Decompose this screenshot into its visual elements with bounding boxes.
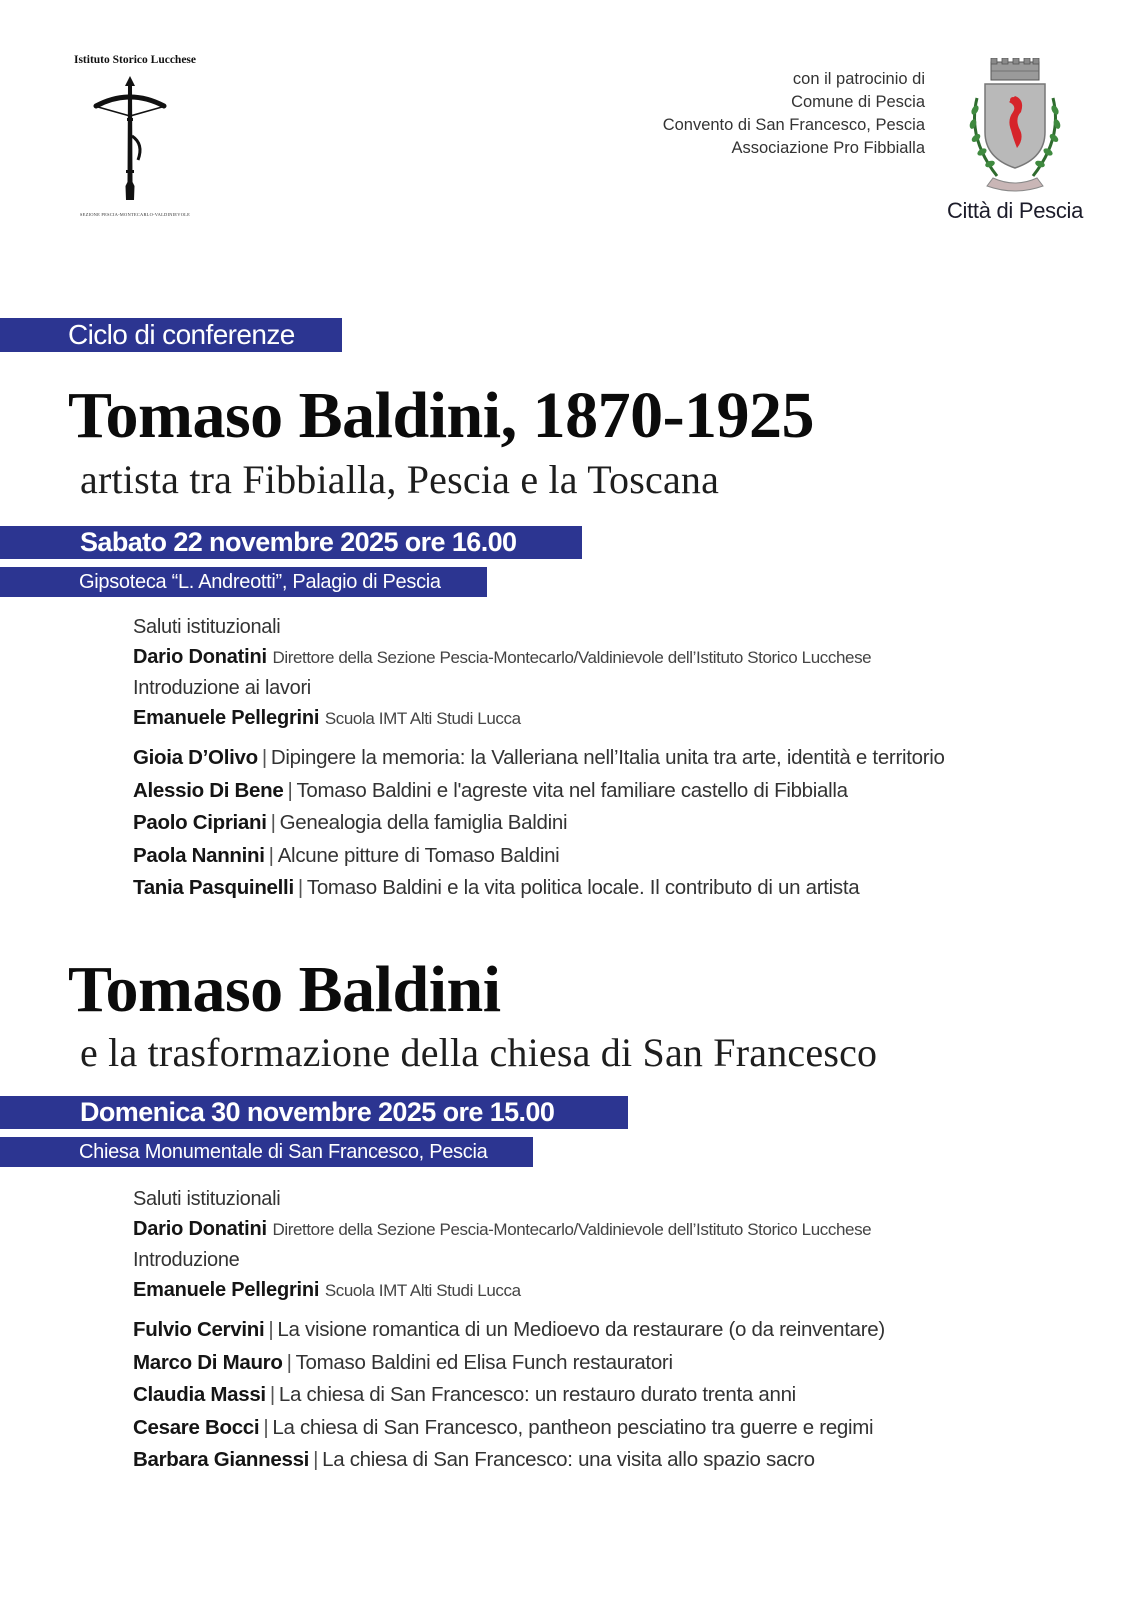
event-place: Gipsoteca “L. Andreotti”, Palagio di Pescia (79, 571, 441, 593)
institute-name: Istituto Storico Lucchese (73, 54, 196, 66)
talk-separator: | (261, 746, 267, 769)
talk-speaker: Gioia D’Olivo (133, 746, 258, 769)
talk-title: Genealogia della famiglia Baldini (279, 811, 568, 834)
intro-label: Introduzione ai lavori (133, 677, 311, 699)
speaker-row (133, 642, 945, 673)
city-coat-of-arms-icon (963, 58, 1067, 198)
event-subtitle: e la trasformazione della chiesa di San Francesco (80, 1030, 878, 1075)
speaker-name: Dario Donatini (133, 646, 267, 668)
patronage-block (663, 68, 925, 160)
talk-separator: | (287, 778, 293, 802)
event-title: Tomaso Baldini (68, 953, 501, 1026)
event-date-band (0, 1096, 628, 1129)
talk-speaker: Paolo Cipriani (133, 811, 267, 834)
greetings-label: Saluti istituzionali (133, 616, 281, 638)
talk-speaker: Marco Di Mauro (133, 1350, 283, 1374)
talk-separator: | (286, 1350, 292, 1374)
institute-section: SEZIONE PESCIA-MONTECARLO-VALDINIEVOLE (79, 212, 191, 217)
talk-title: La visione romantica di un Medioevo da restaurare (o da reinventare) (277, 1318, 885, 1341)
speaker-role: Direttore della Sezione Pescia-Montecarlo/Valdinievole dell’Istituto Storico Lucchese (272, 648, 872, 667)
talk-row (133, 1412, 885, 1445)
talk-row (133, 807, 945, 840)
talk-speaker: Barbara Giannessi (133, 1448, 310, 1471)
talk-speaker: Tania Pasquinelli (133, 876, 294, 899)
event-date: Sabato 22 novembre 2025 ore 16.00 (80, 527, 517, 557)
talk-separator: | (269, 1383, 275, 1406)
speaker-name: Dario Donatini (133, 1218, 267, 1240)
talk-speaker: Cesare Bocci (133, 1415, 260, 1439)
cycle-label: Ciclo di conferenze (68, 319, 295, 350)
talk-row (133, 1314, 885, 1347)
patron-name: Convento di San Francesco, Pescia (662, 116, 925, 134)
talk-row (133, 742, 945, 775)
event-program (133, 1184, 885, 1477)
speaker-role: Scuola IMT Alti Studi Lucca (324, 1281, 521, 1300)
talk-separator: | (263, 1415, 269, 1439)
talk-row (133, 1379, 885, 1412)
crossbow-cross-icon (92, 74, 168, 206)
talk-title: Tomaso Baldini e l'agreste vita nel familiare castello di Fibbialla (296, 778, 848, 802)
talk-title: Tomaso Baldini e la vita politica locale. Il contributo di un artista (306, 876, 860, 899)
talk-separator: | (270, 811, 276, 834)
talk-title: Dipingere la memoria: la Valleriana nell’Italia unita tra arte, identità e territorio (270, 746, 945, 769)
talk-speaker: Alessio Di Bene (133, 778, 284, 802)
talk-speaker: Paola Nannini (133, 843, 265, 867)
talk-separator: | (297, 876, 303, 899)
talk-separator: | (268, 843, 274, 867)
talk-separator: | (268, 1318, 274, 1341)
greetings-label: Saluti istituzionali (133, 1188, 281, 1210)
talk-title: Alcune pitture di Tomaso Baldini (277, 843, 560, 867)
event-program (133, 612, 945, 905)
speaker-role: Direttore della Sezione Pescia-Montecarlo/Valdinievole dell’Istituto Storico Lucchese (272, 1220, 872, 1239)
speaker-name: Emanuele Pellegrini (133, 1279, 320, 1301)
event-date: Domenica 30 novembre 2025 ore 15.00 (80, 1097, 555, 1127)
talk-separator: | (313, 1448, 319, 1471)
speaker-row (133, 1214, 885, 1245)
event-date-band (0, 526, 582, 559)
patron-name: Associazione Pro Fibbialla (731, 139, 925, 157)
talk-title: La chiesa di San Francesco, pantheon pesciatino tra guerre e regimi (272, 1415, 874, 1439)
intro-label: Introduzione (133, 1249, 240, 1271)
talk-title: La chiesa di San Francesco: un restauro durato trenta anni (278, 1383, 796, 1406)
speaker-role: Scuola IMT Alti Studi Lucca (324, 709, 521, 728)
speaker-row (133, 703, 945, 734)
talk-row (133, 775, 945, 808)
talk-title: Tomaso Baldini ed Elisa Funch restauratori (295, 1350, 673, 1374)
talk-row (133, 840, 945, 873)
talk-row (133, 872, 945, 905)
talk-title: La chiesa di San Francesco: una visita allo spazio sacro (322, 1448, 815, 1471)
talk-speaker: Fulvio Cervini (133, 1318, 265, 1341)
talk-row (133, 1347, 885, 1380)
patron-name: Comune di Pescia (791, 93, 925, 111)
speaker-row (133, 1275, 885, 1306)
speaker-name: Emanuele Pellegrini (133, 707, 320, 729)
event-place: Chiesa Monumentale di San Francesco, Pescia (79, 1141, 488, 1163)
patronage-intro: con il patrocinio di (792, 70, 925, 88)
talk-row (133, 1444, 885, 1477)
cycle-label-band (0, 318, 342, 352)
event-subtitle: artista tra Fibbialla, Pescia e la Toscana (80, 457, 720, 502)
event-place-band (0, 567, 487, 597)
event-title: Tomaso Baldini, 1870-1925 (68, 379, 815, 452)
city-name: Città di Pescia (946, 198, 1084, 223)
event-place-band (0, 1137, 533, 1167)
talk-speaker: Claudia Massi (133, 1383, 266, 1406)
